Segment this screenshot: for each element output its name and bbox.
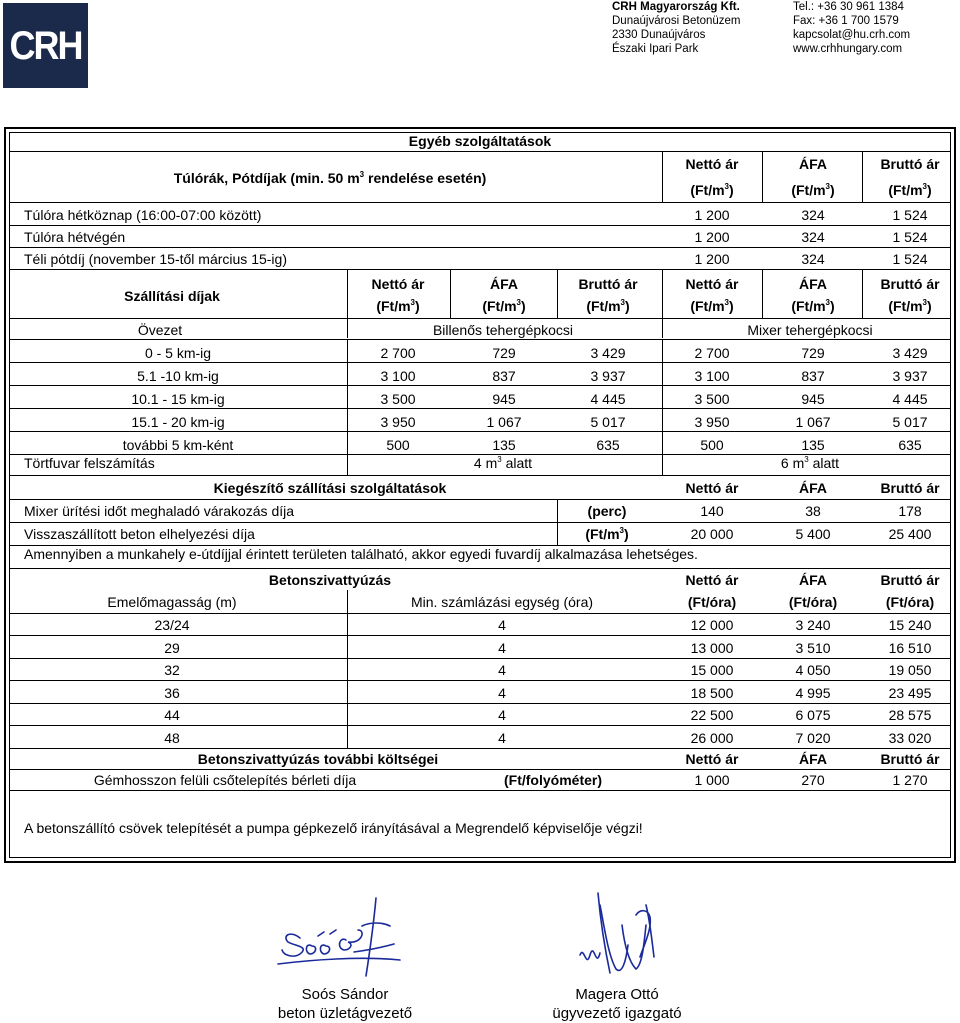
col-header: ÁFA xyxy=(490,276,518,292)
col-header: Nettó ár xyxy=(685,276,739,292)
partial-mixer-rest: alatt xyxy=(808,455,840,471)
col-unit-part: (Ft/m xyxy=(791,182,826,198)
row-rule xyxy=(10,748,950,749)
col-rule xyxy=(662,152,663,202)
col-rule xyxy=(347,340,348,362)
gross-price: 4 445 xyxy=(892,391,928,407)
phone: Tel.: +36 30 961 1384 xyxy=(793,1,904,13)
superscript-3: 3 xyxy=(359,170,365,179)
mixer-truck-header: Mixer tehergépkocsi xyxy=(747,322,873,338)
extra-service-label: Visszaszállított beton elhelyezési díja xyxy=(24,526,255,542)
col-header: Nettó ár xyxy=(685,751,739,767)
vat: 837 xyxy=(492,368,516,384)
col-rule xyxy=(347,681,348,704)
row-rule xyxy=(10,499,950,500)
row-rule xyxy=(10,225,950,226)
superscript-3: 3 xyxy=(410,298,415,307)
net-price: 500 xyxy=(386,437,410,453)
col-unit xyxy=(376,298,419,314)
gross-price: 23 495 xyxy=(888,684,932,701)
net-price: 140 xyxy=(700,503,724,519)
col-rule xyxy=(347,703,348,726)
col-rule xyxy=(662,340,663,362)
signatory-2-role: ügyvezető igazgató xyxy=(552,1005,682,1022)
pump-min-units: 4 xyxy=(498,684,506,701)
unit-m3-part: (Ft/m xyxy=(585,526,620,542)
unit-m3 xyxy=(585,526,628,542)
row-rule xyxy=(10,247,950,248)
section-title-extra-delivery: Kiegészítő szállítási szolgáltatások xyxy=(213,480,447,496)
vat: 1 067 xyxy=(795,414,831,430)
net-price: 12 000 xyxy=(690,617,734,633)
gross-price: 1 524 xyxy=(892,251,928,267)
col-header: ÁFA xyxy=(799,276,827,292)
col-header: Nettó ár xyxy=(685,480,739,496)
vat: 324 xyxy=(801,251,825,267)
col-header: Nettó ár xyxy=(371,276,425,292)
vat: 837 xyxy=(801,368,825,384)
vat: 135 xyxy=(492,437,516,453)
gross-price: 1 524 xyxy=(892,229,928,245)
pipe-rental-label: Gémhosszon felüli csőtelepítés bérleti díja xyxy=(93,772,357,788)
row-rule xyxy=(10,680,950,681)
row-rule xyxy=(10,318,950,319)
signatory-2 xyxy=(517,985,717,1023)
superscript-3: 3 xyxy=(922,298,927,307)
overtime-row-label: Túlóra hétvégén xyxy=(24,229,126,245)
col-rule xyxy=(557,270,558,318)
col-header: Bruttó ár xyxy=(880,276,940,292)
vat: 324 xyxy=(801,207,825,223)
col-rule xyxy=(662,363,663,385)
row-rule xyxy=(10,269,950,270)
gross-price: 16 510 xyxy=(888,639,932,656)
vat: 7 020 xyxy=(795,729,831,746)
row-rule xyxy=(10,475,950,476)
zone-row-label: 10.1 - 15 km-ig xyxy=(131,391,225,407)
vat: 945 xyxy=(801,391,825,407)
pump-height: 48 xyxy=(164,729,180,746)
website: www.crhhungary.com xyxy=(793,43,903,55)
col-rule xyxy=(347,726,348,749)
row-rule xyxy=(10,202,950,203)
signatory-1-name: Soós Sándor xyxy=(301,986,389,1003)
vat: 5 400 xyxy=(795,526,831,542)
col-unit-hour: (Ft/óra) xyxy=(885,594,935,610)
net-price: 3 950 xyxy=(694,414,730,430)
vat: 38 xyxy=(805,503,821,519)
col-unit-rest: ) xyxy=(625,298,630,314)
col-rule xyxy=(557,499,558,522)
col-rule xyxy=(662,318,663,338)
col-header: ÁFA xyxy=(799,480,827,496)
col-rule xyxy=(347,658,348,681)
col-unit-part: (Ft/m xyxy=(690,298,725,314)
overtime-subtitle xyxy=(174,170,487,186)
col-unit xyxy=(791,182,834,198)
overtime-row-label: Túlóra hétköznap (16:00-07:00 között) xyxy=(24,207,262,223)
net-price: 1 200 xyxy=(694,207,730,223)
superscript-3: 3 xyxy=(922,182,927,191)
net-price: 20 000 xyxy=(690,526,734,542)
col-unit-part: (Ft/m xyxy=(888,182,923,198)
col-rule xyxy=(347,453,348,475)
col-header: Bruttó ár xyxy=(880,156,940,172)
row-rule xyxy=(10,522,950,523)
row-rule xyxy=(10,151,950,152)
net-price: 3 100 xyxy=(694,368,730,384)
col-rule xyxy=(347,270,348,318)
col-header: ÁFA xyxy=(799,751,827,767)
section-title-other-services: Egyéb szolgáltatások xyxy=(408,133,552,149)
col-unit-rest: ) xyxy=(729,182,734,198)
gross-price: 178 xyxy=(898,503,922,519)
row-rule xyxy=(10,568,950,569)
col-unit xyxy=(690,298,733,314)
row-rule xyxy=(10,339,950,340)
gross-price: 19 050 xyxy=(888,662,932,678)
partial-mixer-part: 6 m xyxy=(780,455,805,471)
vat: 1 067 xyxy=(486,414,522,430)
col-unit-hour: (Ft/óra) xyxy=(788,594,838,610)
net-price: 3 500 xyxy=(380,391,416,407)
col-unit-part: (Ft/m xyxy=(690,182,725,198)
col-unit xyxy=(586,298,629,314)
gross-price: 5 017 xyxy=(590,414,626,430)
pump-min-units: 4 xyxy=(498,617,506,633)
gross-price: 33 020 xyxy=(888,729,932,746)
zone-row-label: 0 - 5 km-ig xyxy=(144,345,212,361)
net-price: 1 200 xyxy=(694,229,730,245)
vat: 3 240 xyxy=(795,617,831,633)
col-header: Bruttó ár xyxy=(880,572,940,588)
col-rule xyxy=(347,363,348,385)
net-price: 500 xyxy=(700,437,724,453)
pump-height: 36 xyxy=(164,684,180,701)
gross-price: 3 429 xyxy=(892,345,928,361)
net-price: 1 200 xyxy=(694,251,730,267)
col-header: Nettó ár xyxy=(685,572,739,588)
col-rule xyxy=(347,636,348,659)
gross-price: 28 575 xyxy=(888,707,932,723)
col-unit xyxy=(791,298,834,314)
section-title-delivery: Szállítási díjak xyxy=(124,288,220,304)
row-rule xyxy=(10,703,950,704)
col-rule xyxy=(347,590,348,614)
vat: 270 xyxy=(801,772,825,788)
col-rule xyxy=(347,386,348,408)
col-rule xyxy=(662,409,663,431)
zone-header: Övezet xyxy=(137,322,183,338)
zone-row-label: további 5 km-ként xyxy=(122,437,234,453)
superscript-3: 3 xyxy=(825,298,830,307)
gross-price: 15 240 xyxy=(888,617,932,633)
vat: 945 xyxy=(492,391,516,407)
col-unit xyxy=(888,298,931,314)
gross-price: 3 937 xyxy=(590,368,626,384)
signature-magera xyxy=(570,885,670,985)
net-price: 18 500 xyxy=(690,684,734,701)
gross-price: 25 400 xyxy=(888,526,932,542)
partial-tipper-part: 4 m xyxy=(473,455,498,471)
superscript-3: 3 xyxy=(724,182,729,191)
extra-service-label: Mixer ürítési időt meghaladó várakozás díja xyxy=(24,503,295,519)
vat: 729 xyxy=(492,345,516,361)
signatory-1-role: beton üzletágvezető xyxy=(277,1005,413,1022)
pump-height: 23/24 xyxy=(154,617,190,633)
gross-price: 635 xyxy=(596,437,620,453)
superscript-3: 3 xyxy=(804,455,809,464)
net-price: 3 100 xyxy=(380,368,416,384)
superscript-3: 3 xyxy=(516,298,521,307)
col-unit-rest: ) xyxy=(927,182,932,198)
col-rule xyxy=(347,432,348,454)
zone-row-label: 15.1 - 20 km-ig xyxy=(131,414,225,430)
col-header: ÁFA xyxy=(799,156,827,172)
vat: 135 xyxy=(801,437,825,453)
row-rule xyxy=(10,769,950,770)
row-rule xyxy=(10,658,950,659)
col-rule xyxy=(347,409,348,431)
row-rule xyxy=(10,725,950,726)
col-header: Bruttó ár xyxy=(880,480,940,496)
col-unit-rest: ) xyxy=(415,298,420,314)
zone-row-label: 5.1 -10 km-ig xyxy=(137,368,219,384)
net-price: 1 000 xyxy=(694,772,730,788)
col-rule xyxy=(862,270,863,318)
company-contact xyxy=(793,0,910,56)
partial-load-label: Törtfuvar felszámítás xyxy=(24,455,155,471)
superscript-3: 3 xyxy=(619,526,624,535)
section-title-pumping-extra: Betonszivattyúzás további költségei xyxy=(197,751,439,767)
height-header: Emelőmagasság (m) xyxy=(107,594,237,610)
net-price: 26 000 xyxy=(690,729,734,746)
pump-min-units: 4 xyxy=(498,729,506,746)
tipper-truck-header: Billenős tehergépkocsi xyxy=(432,322,574,338)
col-unit-part: (Ft/m xyxy=(376,298,411,314)
gross-price: 3 937 xyxy=(892,368,928,384)
col-rule xyxy=(557,522,558,545)
partial-mixer xyxy=(781,455,839,471)
col-rule xyxy=(450,270,451,318)
gross-price: 1 524 xyxy=(892,207,928,223)
net-price: 22 500 xyxy=(690,707,734,723)
col-unit-hour: (Ft/óra) xyxy=(687,594,737,610)
street: Északi Ipari Park xyxy=(612,43,699,55)
col-unit xyxy=(888,182,931,198)
col-unit-part: (Ft/m xyxy=(888,298,923,314)
gross-price: 3 429 xyxy=(590,345,626,361)
gross-price: 1 270 xyxy=(892,772,928,788)
col-header: Bruttó ár xyxy=(578,276,638,292)
unit-running-meter: (Ft/folyóméter) xyxy=(504,772,602,788)
col-rule xyxy=(347,318,348,338)
col-unit-part: (Ft/m xyxy=(791,298,826,314)
crh-logo: CRH xyxy=(3,3,88,88)
superscript-3: 3 xyxy=(620,298,625,307)
city: 2330 Dunaújváros xyxy=(612,29,706,41)
partial-tipper-rest: alatt xyxy=(501,455,533,471)
pump-height: 44 xyxy=(164,707,180,723)
overtime-row-label: Téli pótdíj (november 15-től március 15-ig) xyxy=(24,251,287,267)
overtime-subtitle-rest: rendelése esetén) xyxy=(364,170,487,186)
fax: Fax: +36 1 700 1579 xyxy=(793,15,899,27)
pump-height: 29 xyxy=(164,639,180,656)
col-rule xyxy=(662,386,663,408)
pipe-installation-note: A betonszállító csövek telepítését a pumpa gépkezelő irányításával a Megrendelő képviselője végzi! xyxy=(24,820,643,836)
signatory-1 xyxy=(245,985,445,1023)
overtime-subtitle-part: Túlórák, Pótdíjak (min. 50 m xyxy=(173,170,360,186)
vat: 4 050 xyxy=(795,662,831,678)
pump-min-units: 4 xyxy=(498,639,506,656)
col-unit-part: (Ft/m xyxy=(482,298,517,314)
net-price: 3 500 xyxy=(694,391,730,407)
col-header: ÁFA xyxy=(799,572,827,588)
company-address xyxy=(612,0,741,56)
signature-soos xyxy=(270,890,420,980)
col-unit xyxy=(690,182,733,198)
email: kapcsolat@hu.crh.com xyxy=(793,29,911,41)
net-price: 2 700 xyxy=(694,345,730,361)
col-unit-part: (Ft/m xyxy=(586,298,621,314)
section-title-pumping: Betonszivattyúzás xyxy=(268,572,392,588)
net-price: 13 000 xyxy=(690,639,734,656)
col-rule xyxy=(762,152,763,202)
net-price: 15 000 xyxy=(690,662,734,678)
col-rule xyxy=(662,270,663,318)
col-rule xyxy=(762,270,763,318)
row-rule xyxy=(10,362,950,363)
col-unit-rest: ) xyxy=(729,298,734,314)
superscript-3: 3 xyxy=(497,455,502,464)
row-rule xyxy=(10,385,950,386)
row-rule xyxy=(10,635,950,636)
col-unit-rest: ) xyxy=(521,298,526,314)
row-rule xyxy=(10,431,950,432)
col-unit-rest: ) xyxy=(927,298,932,314)
superscript-3: 3 xyxy=(825,182,830,191)
vat: 729 xyxy=(801,345,825,361)
pump-min-units: 4 xyxy=(498,707,506,723)
toll-note: Amennyiben a munkahely e-útdíjjal érintett területen található, akkor egyedi fuvardíj alkalmazása lehetséges. xyxy=(24,546,698,562)
unit-minute: (perc) xyxy=(587,503,627,519)
col-unit-rest: ) xyxy=(830,298,835,314)
partial-tipper xyxy=(474,455,532,471)
pump-min-units: 4 xyxy=(498,662,506,678)
net-price: 3 950 xyxy=(380,414,416,430)
col-header: Nettó ár xyxy=(685,156,739,172)
min-billing-header: Min. számlázási egység (óra) xyxy=(410,594,594,610)
col-rule xyxy=(662,453,663,475)
superscript-3: 3 xyxy=(724,298,729,307)
gross-price: 635 xyxy=(898,437,922,453)
net-price: 2 700 xyxy=(380,345,416,361)
col-rule xyxy=(862,152,863,202)
col-rule xyxy=(662,432,663,454)
vat: 324 xyxy=(801,229,825,245)
row-rule xyxy=(10,408,950,409)
row-rule xyxy=(10,790,950,791)
row-rule xyxy=(10,613,950,614)
company-name: CRH Magyarország Kft. xyxy=(612,1,740,13)
gross-price: 5 017 xyxy=(892,414,928,430)
vat: 6 075 xyxy=(795,707,831,723)
gross-price: 4 445 xyxy=(590,391,626,407)
unit-m3-rest: ) xyxy=(624,526,629,542)
col-header: Bruttó ár xyxy=(880,751,940,767)
col-rule xyxy=(347,613,348,636)
col-unit xyxy=(482,298,525,314)
col-unit-rest: ) xyxy=(830,182,835,198)
plant-name: Dunaújvárosi Betonüzem xyxy=(612,15,741,27)
signatory-2-name: Magera Ottó xyxy=(575,986,659,1003)
vat: 4 995 xyxy=(795,684,831,701)
vat: 3 510 xyxy=(795,639,831,656)
pump-height: 32 xyxy=(164,662,180,678)
